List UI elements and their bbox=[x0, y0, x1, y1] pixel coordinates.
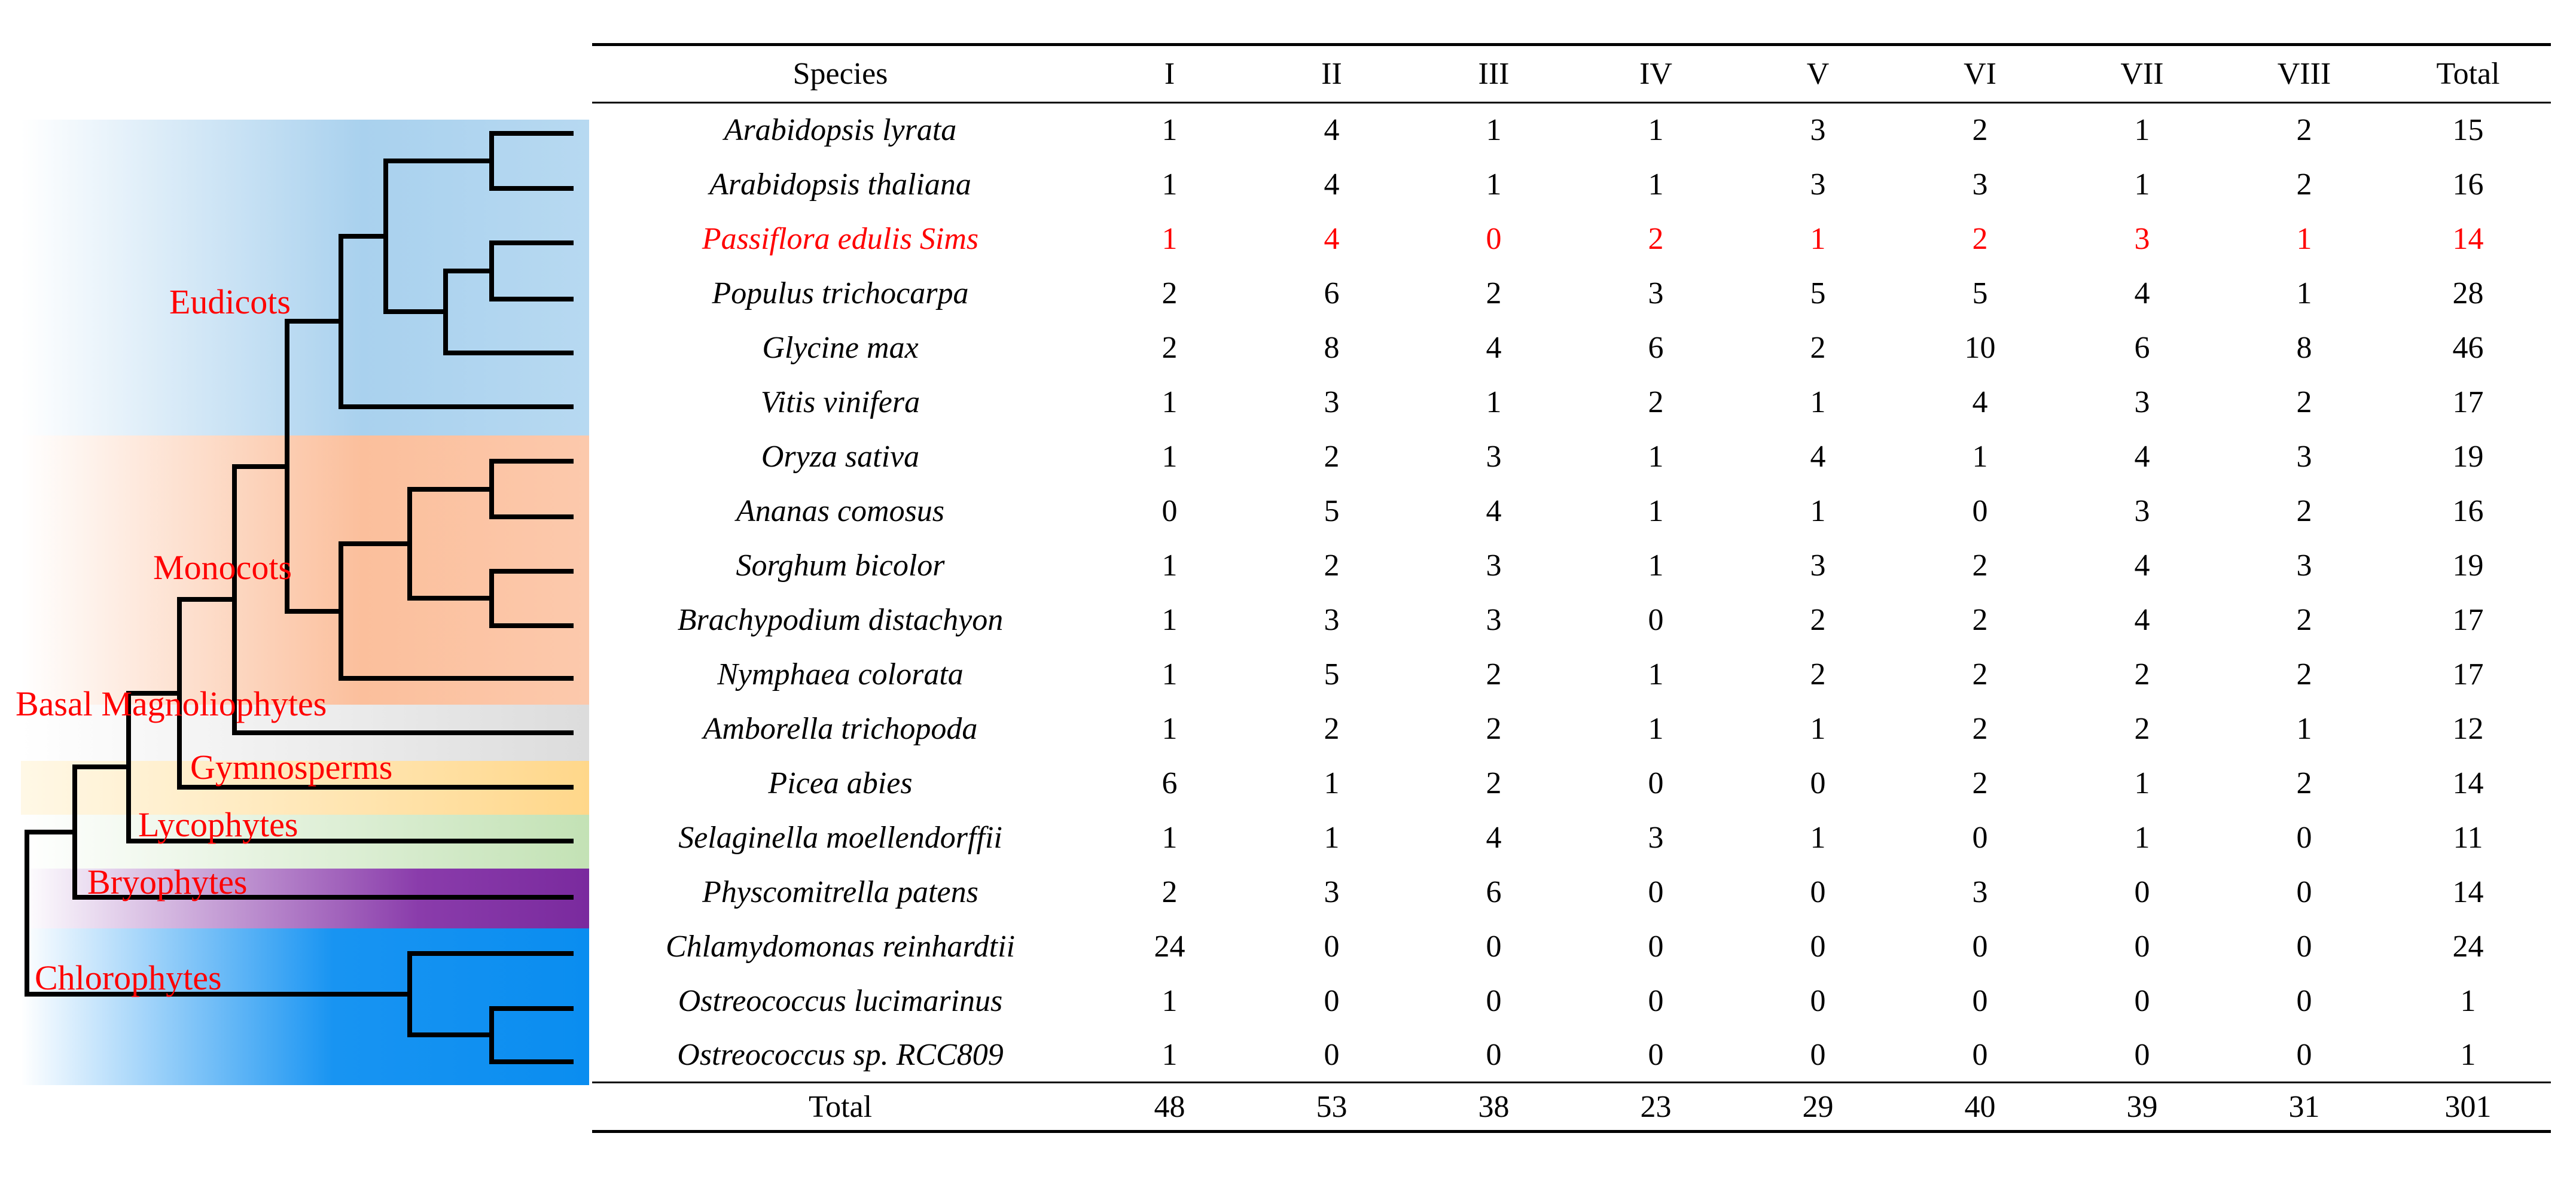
count-cell: 2 bbox=[2296, 385, 2312, 419]
count-cell: 3 bbox=[2296, 548, 2312, 583]
species-name: Brachypodium distachyon bbox=[677, 602, 1004, 637]
count-cell: 1 bbox=[1324, 820, 1340, 855]
count-cell: 0 bbox=[1972, 1037, 1988, 1072]
count-cell: 3 bbox=[1324, 875, 1340, 909]
count-cell: 1 bbox=[1162, 1037, 1178, 1072]
count-cell: 1 bbox=[1486, 113, 1502, 148]
count-cell: 2 bbox=[1324, 711, 1340, 746]
count-cell: 0 bbox=[1648, 1037, 1664, 1072]
gene-family-table-panel bbox=[592, 43, 2551, 1133]
count-cell: 0 bbox=[1972, 983, 1988, 1018]
count-cell: 1 bbox=[1162, 657, 1178, 692]
row-total-cell: 1 bbox=[2460, 983, 2476, 1018]
count-cell: 1 bbox=[1162, 820, 1178, 855]
count-cell: 2 bbox=[1810, 657, 1826, 692]
tree-graphic bbox=[0, 0, 592, 1188]
species-name: Picea abies bbox=[768, 766, 913, 800]
count-cell: 4 bbox=[1324, 221, 1340, 256]
count-cell: 24 bbox=[1154, 929, 1185, 964]
total-cell: 53 bbox=[1251, 1083, 1413, 1132]
count-cell: 0 bbox=[1648, 875, 1664, 909]
total-cell: 48 bbox=[1089, 1083, 1251, 1132]
header-group-iii: III bbox=[1413, 45, 1575, 103]
count-cell: 0 bbox=[1810, 766, 1826, 800]
count-cell: 2 bbox=[1648, 221, 1664, 256]
count-cell: 4 bbox=[1972, 385, 1988, 419]
count-cell: 3 bbox=[1324, 602, 1340, 637]
count-cell: 2 bbox=[2134, 657, 2150, 692]
count-cell: 0 bbox=[1648, 766, 1664, 800]
count-cell: 1 bbox=[1648, 494, 1664, 528]
row-total-cell: 14 bbox=[2452, 766, 2484, 800]
count-cell: 0 bbox=[1486, 221, 1502, 256]
count-cell: 1 bbox=[1162, 113, 1178, 148]
count-cell: 1 bbox=[2134, 766, 2150, 800]
header-species: Species bbox=[592, 45, 1089, 103]
header-group-i: I bbox=[1089, 45, 1251, 103]
row-total-cell: 17 bbox=[2452, 602, 2484, 637]
header-total: Total bbox=[2385, 45, 2551, 103]
species-name: Passiflora edulis Sims bbox=[702, 221, 979, 256]
table-row bbox=[592, 266, 2551, 321]
count-cell: 6 bbox=[2134, 330, 2150, 365]
count-cell: 1 bbox=[2296, 221, 2312, 256]
count-cell: 4 bbox=[2134, 548, 2150, 583]
label-chlorophytes: Chlorophytes bbox=[35, 958, 222, 997]
count-cell: 2 bbox=[1972, 657, 1988, 692]
count-cell: 2 bbox=[1486, 276, 1502, 310]
table-footer bbox=[592, 1083, 2551, 1132]
label-basal-magnoliophytes: Basal Magnoliophytes bbox=[16, 684, 327, 723]
header-row bbox=[592, 45, 2551, 103]
count-cell: 2 bbox=[1162, 276, 1178, 310]
header-group-v: V bbox=[1737, 45, 1899, 103]
total-cell: 39 bbox=[2061, 1083, 2223, 1132]
row-total-cell: 12 bbox=[2452, 711, 2484, 746]
count-cell: 0 bbox=[1972, 929, 1988, 964]
count-cell: 5 bbox=[1324, 657, 1340, 692]
phylogenetic-tree bbox=[0, 0, 592, 1188]
count-cell: 1 bbox=[2134, 167, 2150, 202]
label-bryophytes: Bryophytes bbox=[87, 863, 248, 901]
table-header bbox=[592, 45, 2551, 103]
table-row bbox=[592, 811, 2551, 865]
count-cell: 2 bbox=[2296, 113, 2312, 148]
count-cell: 2 bbox=[2296, 657, 2312, 692]
count-cell: 1 bbox=[1810, 385, 1826, 419]
count-cell: 1 bbox=[1162, 221, 1178, 256]
species-name: Ananas comosus bbox=[736, 494, 945, 528]
count-cell: 5 bbox=[1810, 276, 1826, 310]
species-name: Glycine max bbox=[762, 330, 919, 365]
table-row bbox=[592, 103, 2551, 157]
row-total-cell: 15 bbox=[2452, 113, 2484, 148]
count-cell: 1 bbox=[1810, 221, 1826, 256]
count-cell: 3 bbox=[1972, 875, 1988, 909]
species-name: Chlamydomonas reinhardtii bbox=[665, 929, 1016, 964]
count-cell: 0 bbox=[2134, 1037, 2150, 1072]
table-row bbox=[592, 375, 2551, 429]
count-cell: 4 bbox=[1486, 330, 1502, 365]
header-group-iv: IV bbox=[1575, 45, 1737, 103]
count-cell: 5 bbox=[1972, 276, 1988, 310]
total-cell: 29 bbox=[1737, 1083, 1899, 1132]
count-cell: 2 bbox=[2134, 711, 2150, 746]
row-total-cell: 19 bbox=[2452, 548, 2484, 583]
count-cell: 1 bbox=[1162, 983, 1178, 1018]
count-cell: 2 bbox=[2296, 602, 2312, 637]
count-cell: 3 bbox=[1486, 439, 1502, 474]
count-cell: 6 bbox=[1648, 330, 1664, 365]
count-cell: 0 bbox=[1486, 983, 1502, 1018]
count-cell: 6 bbox=[1486, 875, 1502, 909]
count-cell: 1 bbox=[1648, 657, 1664, 692]
count-cell: 10 bbox=[1964, 330, 1996, 365]
count-cell: 4 bbox=[1324, 167, 1340, 202]
table-body bbox=[592, 103, 2551, 1083]
count-cell: 1 bbox=[1648, 113, 1664, 148]
count-cell: 1 bbox=[1162, 602, 1178, 637]
count-cell: 8 bbox=[2296, 330, 2312, 365]
count-cell: 0 bbox=[1648, 929, 1664, 964]
species-name: Sorghum bicolor bbox=[736, 548, 945, 583]
count-cell: 0 bbox=[1486, 1037, 1502, 1072]
species-name: Nymphaea colorata bbox=[717, 657, 964, 692]
count-cell: 1 bbox=[1486, 385, 1502, 419]
count-cell: 0 bbox=[1486, 929, 1502, 964]
species-name: Physcomitrella patens bbox=[702, 875, 978, 909]
row-total-cell: 11 bbox=[2453, 820, 2483, 855]
table-row bbox=[592, 865, 2551, 919]
count-cell: 1 bbox=[1324, 766, 1340, 800]
label-gymnosperms: Gymnosperms bbox=[190, 748, 393, 787]
table-row bbox=[592, 321, 2551, 375]
row-total-cell: 1 bbox=[2460, 1037, 2476, 1072]
count-cell: 2 bbox=[1972, 221, 1988, 256]
count-cell: 3 bbox=[2134, 221, 2150, 256]
row-total-cell: 19 bbox=[2452, 439, 2484, 474]
count-cell: 2 bbox=[1810, 330, 1826, 365]
table-row bbox=[592, 919, 2551, 974]
count-cell: 2 bbox=[1162, 875, 1178, 909]
species-name: Populus trichocarpa bbox=[712, 276, 969, 310]
count-cell: 4 bbox=[2134, 276, 2150, 310]
species-name: Selaginella moellendorffii bbox=[678, 820, 1002, 855]
count-cell: 1 bbox=[1648, 439, 1664, 474]
count-cell: 3 bbox=[1972, 167, 1988, 202]
count-cell: 0 bbox=[2296, 875, 2312, 909]
total-label: Total bbox=[592, 1083, 1089, 1132]
count-cell: 2 bbox=[1486, 657, 1502, 692]
header-group-ii: II bbox=[1251, 45, 1413, 103]
table-row bbox=[592, 538, 2551, 593]
count-cell: 2 bbox=[1810, 602, 1826, 637]
count-cell: 2 bbox=[2296, 167, 2312, 202]
count-cell: 3 bbox=[1486, 548, 1502, 583]
count-cell: 8 bbox=[1324, 330, 1340, 365]
count-cell: 3 bbox=[2134, 385, 2150, 419]
count-cell: 1 bbox=[1648, 167, 1664, 202]
count-cell: 2 bbox=[1486, 711, 1502, 746]
header-group-viii: VIII bbox=[2223, 45, 2385, 103]
species-name: Arabidopsis thaliana bbox=[709, 167, 971, 202]
count-cell: 2 bbox=[1972, 766, 1988, 800]
table-row bbox=[592, 157, 2551, 212]
count-cell: 1 bbox=[2296, 711, 2312, 746]
count-cell: 2 bbox=[1324, 548, 1340, 583]
count-cell: 4 bbox=[1324, 113, 1340, 148]
total-cell: 40 bbox=[1899, 1083, 2061, 1132]
count-cell: 0 bbox=[1324, 983, 1340, 1018]
count-cell: 3 bbox=[1810, 113, 1826, 148]
table-row bbox=[592, 593, 2551, 647]
count-cell: 0 bbox=[1810, 1037, 1826, 1072]
table-row bbox=[592, 429, 2551, 484]
label-monocots: Monocots bbox=[153, 548, 292, 587]
count-cell: 6 bbox=[1324, 276, 1340, 310]
count-cell: 0 bbox=[1324, 929, 1340, 964]
count-cell: 1 bbox=[1810, 711, 1826, 746]
table-row bbox=[592, 1028, 2551, 1083]
table-row bbox=[592, 484, 2551, 538]
row-total-cell: 17 bbox=[2452, 385, 2484, 419]
count-cell: 1 bbox=[1648, 711, 1664, 746]
count-cell: 0 bbox=[1810, 875, 1826, 909]
count-cell: 0 bbox=[2134, 983, 2150, 1018]
count-cell: 1 bbox=[1810, 494, 1826, 528]
table-row bbox=[592, 647, 2551, 702]
count-cell: 1 bbox=[1486, 167, 1502, 202]
count-cell: 0 bbox=[2134, 929, 2150, 964]
label-lycophytes: Lycophytes bbox=[138, 805, 298, 844]
species-name: Vitis vinifera bbox=[760, 385, 920, 419]
count-cell: 2 bbox=[1972, 113, 1988, 148]
row-total-cell: 14 bbox=[2452, 221, 2484, 256]
table-row bbox=[592, 212, 2551, 266]
count-cell: 0 bbox=[2296, 820, 2312, 855]
count-cell: 4 bbox=[1486, 494, 1502, 528]
row-total-cell: 46 bbox=[2452, 330, 2484, 365]
table-row bbox=[592, 974, 2551, 1028]
count-cell: 3 bbox=[1486, 602, 1502, 637]
count-cell: 2 bbox=[1486, 766, 1502, 800]
row-total-cell: 24 bbox=[2452, 929, 2484, 964]
count-cell: 5 bbox=[1324, 494, 1340, 528]
count-cell: 2 bbox=[2296, 494, 2312, 528]
count-cell: 3 bbox=[1648, 276, 1664, 310]
count-cell: 3 bbox=[1324, 385, 1340, 419]
species-name: Ostreococcus lucimarinus bbox=[678, 983, 1003, 1018]
count-cell: 0 bbox=[1972, 820, 1988, 855]
count-cell: 6 bbox=[1162, 766, 1178, 800]
species-name: Oryza sativa bbox=[761, 439, 920, 474]
count-cell: 3 bbox=[2296, 439, 2312, 474]
grand-total-cell: 301 bbox=[2385, 1083, 2551, 1132]
count-cell: 0 bbox=[1648, 983, 1664, 1018]
count-cell: 1 bbox=[2296, 276, 2312, 310]
row-total-cell: 16 bbox=[2452, 494, 2484, 528]
table-row bbox=[592, 702, 2551, 756]
species-name: Arabidopsis lyrata bbox=[724, 113, 957, 148]
count-cell: 1 bbox=[1648, 548, 1664, 583]
count-cell: 0 bbox=[1810, 929, 1826, 964]
count-cell: 0 bbox=[2296, 983, 2312, 1018]
total-row bbox=[592, 1083, 2551, 1132]
table-row bbox=[592, 756, 2551, 811]
gene-count-table bbox=[592, 43, 2551, 1133]
row-total-cell: 28 bbox=[2452, 276, 2484, 310]
count-cell: 2 bbox=[2296, 766, 2312, 800]
count-cell: 4 bbox=[2134, 439, 2150, 474]
count-cell: 1 bbox=[1972, 439, 1988, 474]
label-eudicots: Eudicots bbox=[169, 282, 291, 321]
count-cell: 0 bbox=[1162, 494, 1178, 528]
count-cell: 0 bbox=[2134, 875, 2150, 909]
count-cell: 3 bbox=[1648, 820, 1664, 855]
count-cell: 1 bbox=[1162, 385, 1178, 419]
band-eudicots bbox=[21, 120, 589, 435]
count-cell: 2 bbox=[1162, 330, 1178, 365]
count-cell: 4 bbox=[1810, 439, 1826, 474]
count-cell: 4 bbox=[2134, 602, 2150, 637]
count-cell: 0 bbox=[1324, 1037, 1340, 1072]
count-cell: 0 bbox=[1972, 494, 1988, 528]
count-cell: 1 bbox=[1162, 711, 1178, 746]
species-name: Ostreococcus sp. RCC809 bbox=[677, 1037, 1004, 1072]
row-total-cell: 17 bbox=[2452, 657, 2484, 692]
total-cell: 38 bbox=[1413, 1083, 1575, 1132]
count-cell: 1 bbox=[2134, 820, 2150, 855]
count-cell: 2 bbox=[1972, 711, 1988, 746]
count-cell: 2 bbox=[1972, 548, 1988, 583]
count-cell: 1 bbox=[1162, 167, 1178, 202]
header-group-vii: VII bbox=[2061, 45, 2223, 103]
row-total-cell: 14 bbox=[2452, 875, 2484, 909]
count-cell: 2 bbox=[1324, 439, 1340, 474]
count-cell: 0 bbox=[2296, 929, 2312, 964]
count-cell: 0 bbox=[2296, 1037, 2312, 1072]
count-cell: 2 bbox=[1648, 385, 1664, 419]
header-group-vi: VI bbox=[1899, 45, 2061, 103]
count-cell: 1 bbox=[1162, 548, 1178, 583]
count-cell: 1 bbox=[2134, 113, 2150, 148]
row-total-cell: 16 bbox=[2452, 167, 2484, 202]
total-cell: 31 bbox=[2223, 1083, 2385, 1132]
count-cell: 1 bbox=[1162, 439, 1178, 474]
count-cell: 0 bbox=[1648, 602, 1664, 637]
total-cell: 23 bbox=[1575, 1083, 1737, 1132]
count-cell: 3 bbox=[1810, 548, 1826, 583]
count-cell: 0 bbox=[1810, 983, 1826, 1018]
count-cell: 4 bbox=[1486, 820, 1502, 855]
count-cell: 3 bbox=[1810, 167, 1826, 202]
count-cell: 3 bbox=[2134, 494, 2150, 528]
count-cell: 2 bbox=[1972, 602, 1988, 637]
species-name: Amborella trichopoda bbox=[703, 711, 978, 746]
count-cell: 1 bbox=[1810, 820, 1826, 855]
